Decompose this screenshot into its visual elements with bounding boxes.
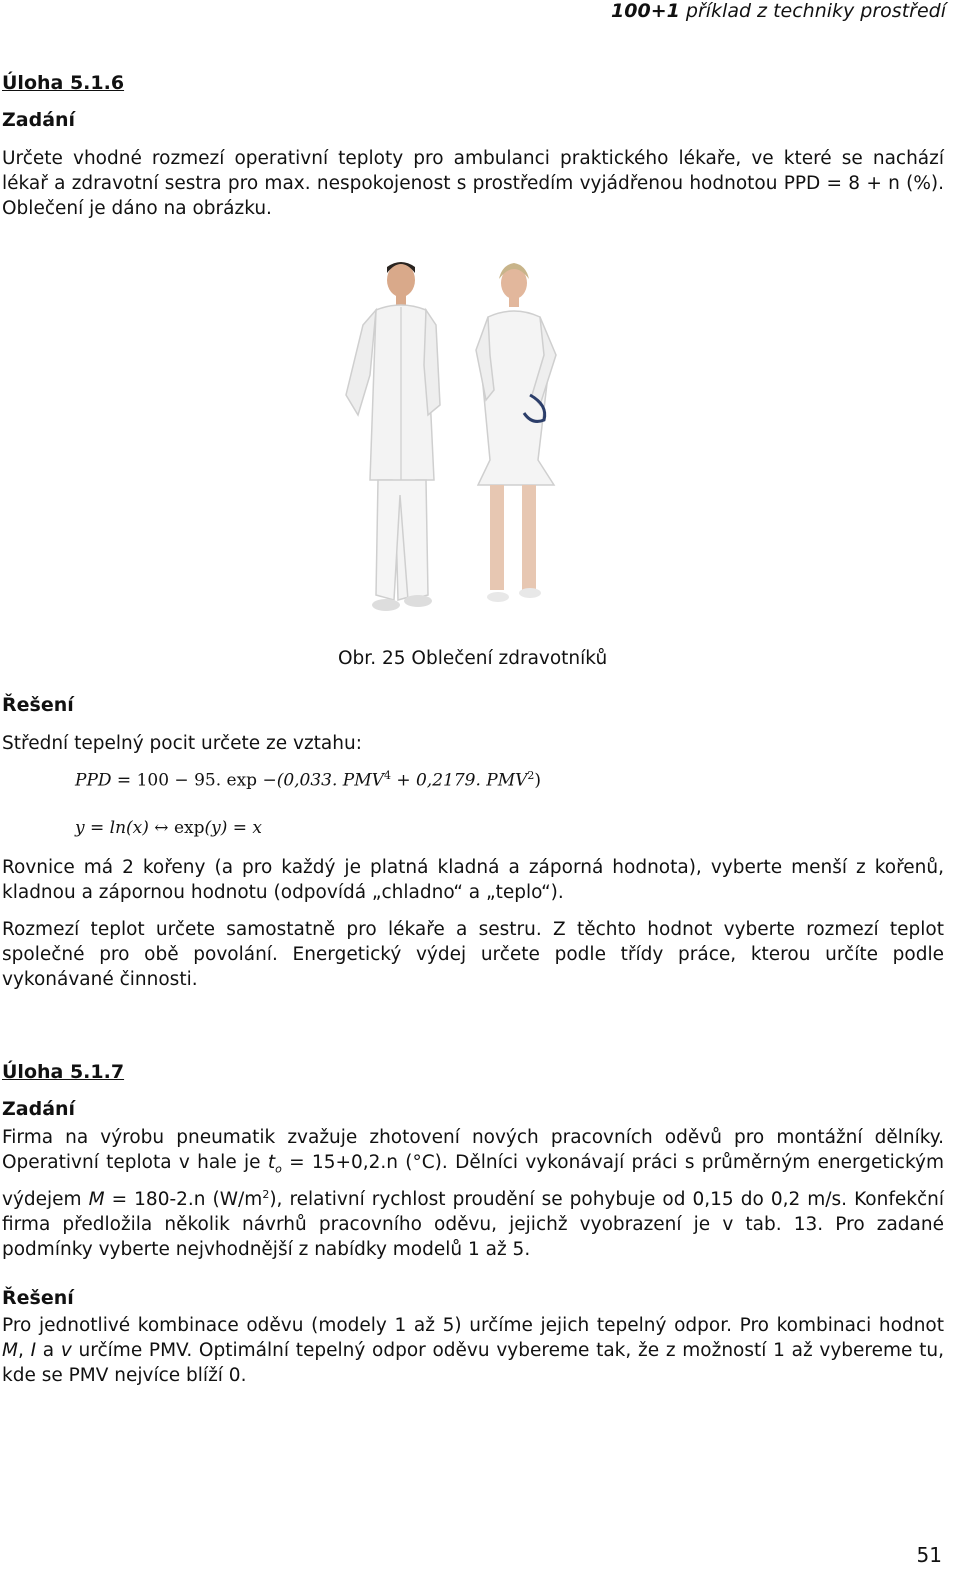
solution-heading-2: Řešení — [2, 1287, 74, 1309]
assignment-heading: Zadání — [2, 109, 76, 131]
doctor-illustration — [346, 262, 440, 611]
task-title-2: Úloha 5.1.7 — [2, 1061, 125, 1083]
assignment-text: Určete vhodné rozmezí operativní teploty pro ambulanci praktického lékaře, ve které se nachází lékař a zdravotní sestra pro max. nespokojenost s prostředím vyjádřenou hodnotou PPD = 8 + n (%). Oblečení je dáno na obrázku. — [2, 148, 944, 219]
task-title: Úloha 5.1.6 — [2, 72, 125, 94]
page-number: 51 — [916, 1543, 942, 1567]
figure-caption: Obr. 25 Oblečení zdravotníků — [338, 648, 608, 669]
assignment-text-2: Firma na výrobu pneumatik zvažuje zhotovení nových pracovních oděvů pro montážní dělníky. Operativní teplota v hale je $t_o = 15+0,2.n$ (°C). Dělníci vykonávají práci s průměrným energetickým výdejem M = 180-2.n $(W/m^2)$, relativní rychlost proudění se pohybuje od 0,15 do 0,2 m/s. Konfekční firma předložila několik návrhů pracovního oděvu, jejichž vyobrazení je v tab. 13. Pro zadané podmínky vyberte nejvhodnější z nabídky modelů 1 až 5. — [2, 1127, 944, 1260]
solution-text-2: Pro jednotlivé kombinace oděvu (modely 1 až 5) určíme jejich tepelný odpor. Pro kombinaci hodnot M, I a v určíme PMV. Optimální tepelný odpor oděvu vybereme tak, že z možností 1 až vybereme tu, kde se PMV nejvíce blíží 0. — [2, 1315, 945, 1386]
ppd-formula: PPD = 100 − 95. exp −(0,033. $PMV^4 + 0,2179$. PMV$^2$) — [75, 769, 542, 791]
running-header: 100+1 příklad z techniky prostředí — [611, 0, 946, 22]
roots-paragraph: Rovnice má 2 kořeny (a pro každý je platná kladná a záporná hodnota), vyberte menší z kořenů, kladnou a zápornou hodnotu (odpovídá „chladno“ a „teplo“). — [2, 857, 944, 903]
solution-intro: Střední tepelný pocit určete ze vztahu: — [2, 733, 362, 754]
nurse-illustration — [476, 263, 556, 602]
medical-staff-figure — [318, 255, 588, 625]
assignment-heading-2: Zadání — [2, 1098, 76, 1120]
ln-exp-formula: y = ln(x) ↔ exp(y) = x — [75, 818, 262, 838]
solution-heading: Řešení — [2, 694, 74, 716]
range-paragraph: Rozmezí teplot určete samostatně pro lékaře a sestru. Z těchto hodnot vyberte rozmezí teplot společné pro obě povolání. Energetický výdej určete podle třídy práce, kterou určíte podle vykonávané činnosti. — [2, 919, 944, 990]
